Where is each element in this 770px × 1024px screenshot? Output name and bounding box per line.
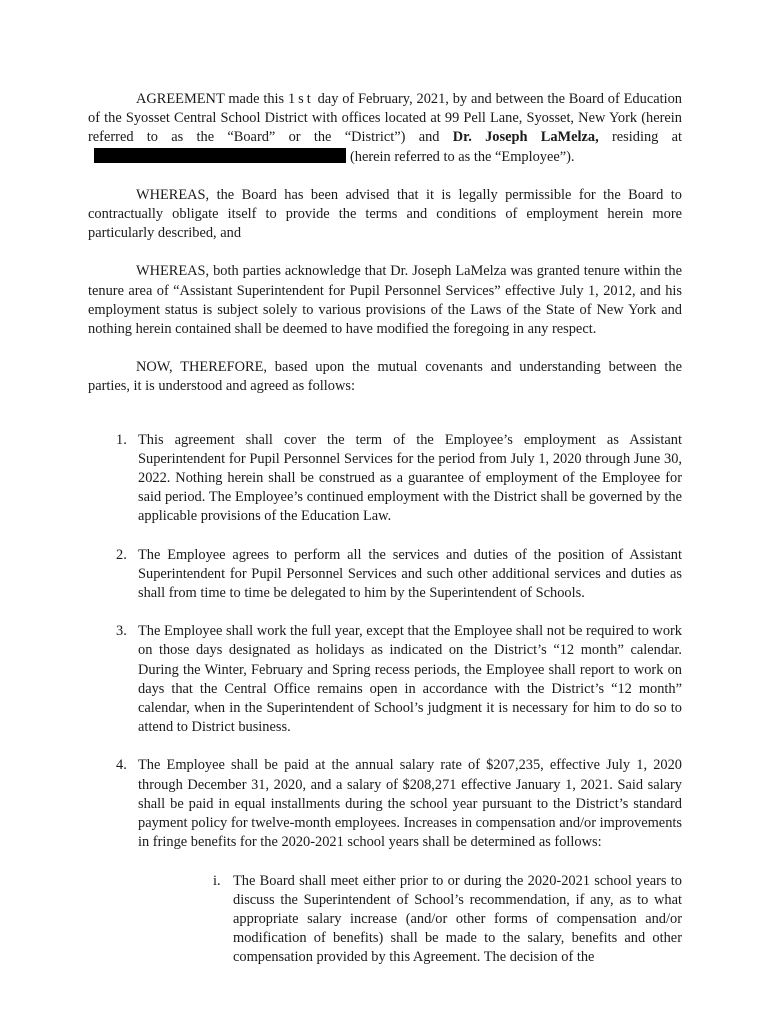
term-text: The Employee shall be paid at the annual salary rate of $207,235, effective July 1, 2020 through December 31, 2020, and a salary of $208,271 effective January 1, 2021. Said salary shall be paid in equal installments during the school year pursuant to the District’s standard payment policy for twelve-month employees. Increases in compensation and/or improvements in fringe benefits for the 2020-2021 school years shall be determined as follows: [138,757,682,851]
agreement-intro-paragraph [88,90,682,167]
sub-item-number: i. [213,872,221,889]
term-text: The Employee shall work the full year, except that the Employee shall not be required to work on those days designated as holidays as indicated on the District’s “12 month” calendar. During the Winter, February and Spring recess periods, the Employee shall report to work on days that the Central Office remains open in accordance with the District’s “12 month” calendar, when in the Superintendent of School’s judgment it is necessary for him to do so to attend to District business. [138,623,682,736]
intro-text-start: AGREEMENT made this [136,91,285,107]
sub-item [213,872,682,968]
whereas-paragraph-2: WHEREAS, both parties acknowledge that Dr. Joseph LaMelza was granted tenure within the tenure area of “Assistant Superintendent for Pupil Personnel Services” effective July 1, 2012, and his employment status is subject solely to various provisions of the Laws of the State of New York and nothing herein contained shall be deemed to have modified the foregoing in any respect. [88,263,682,338]
intro-text-middle: day of February, 2021, by and between the Board of Education of the Syosset Central School District with offices located at 99 Pell Lane, Syosset, New York (herein referred to as the “Board” or the “District”) and [88,91,682,146]
term-text: This agreement shall cover the term of the Employee’s employment as Assistant Superintendent for Pupil Personnel Services for the period from July 1, 2020 through June 30, 2022. Nothing herein shall be construed as a guarantee of employment of the Employee for said period. The Employee’s continued employment with the District shall be governed by the applicable provisions of the Education Law. [138,431,682,525]
term-number: 4. [116,757,127,774]
term-item [88,546,682,604]
redacted-address [94,148,346,163]
term-number: 3. [116,623,127,640]
intro-text-end: (herein referred to as the “Employee”). [350,148,575,165]
now-therefore-paragraph: NOW, THEREFORE, based upon the mutual covenants and understanding between the parties, it is understood and agreed as follows: [88,359,682,395]
term-number: 2. [116,546,127,563]
intro-residing: residing at [611,129,683,146]
sub-item-text: The Board shall meet either prior to or during the 2020-2021 school years to discuss the Superintendent of School’s recommendation, if any, as to what appropriate salary increase (and/or other forms of compensation and/or modification of benefits) shall be made to the salary, benefits and other compensation provided by this Agreement. The decision of the [233,872,682,966]
term-text: The Employee agrees to perform all the services and duties of the position of Assistant Superintendent for Pupil Personnel Services and such other additional services and duties as shall from time to time be delegated to him by the Superintendent of Schools. [138,546,682,602]
term-item [88,622,682,737]
agreement-terms-list [88,431,682,853]
agreement-day: 1st [287,91,314,107]
term-number: 1. [116,431,127,448]
term-item [88,756,682,852]
term-item [88,431,682,527]
employee-name: Dr. Joseph LaMelza, [452,129,599,146]
whereas-paragraph-1: WHEREAS, the Board has been advised that it is legally permissible for the Board to contractually obligate itself to provide the terms and conditions of employment herein more particularly described, and [88,186,682,242]
